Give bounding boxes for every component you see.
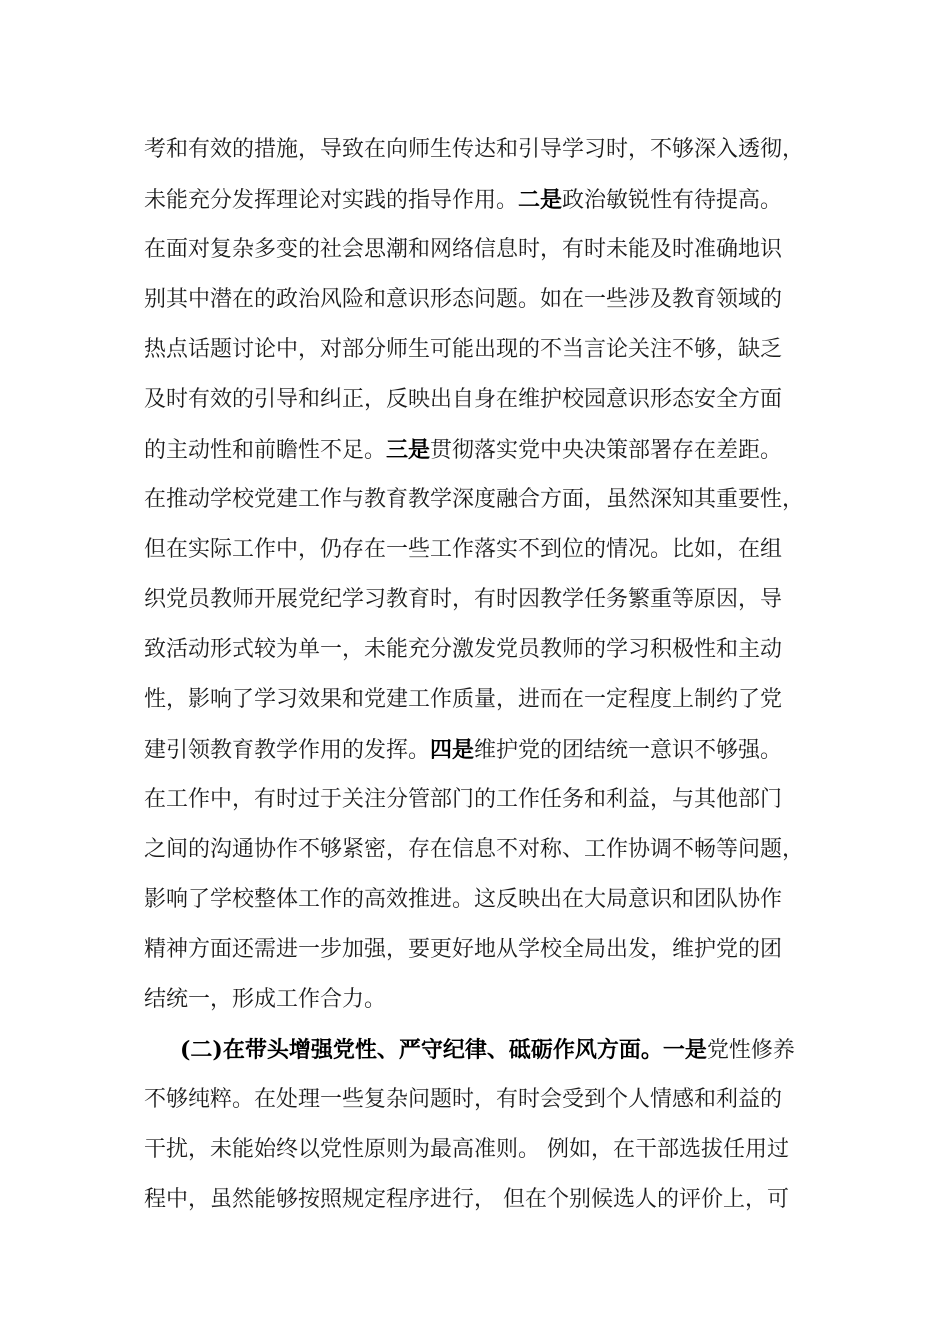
text-line xyxy=(144,435,782,465)
text-segment: 贯彻落实党中央决策部署存在差距。 xyxy=(430,438,783,463)
text-line xyxy=(144,885,782,915)
text-segment: 维护党的团结统一意识不够强。 xyxy=(474,738,783,763)
text-line xyxy=(144,635,782,665)
text-line xyxy=(144,835,804,865)
text-segment: 精神方面还需进一步加强，要更好地从学校全局出发，维护党的团 xyxy=(144,937,783,962)
text-segment: 别其中潜在的政治风险和意识形态问题。如在一些涉及教育领域的 xyxy=(144,287,783,312)
text-segment: 之间的沟通协作不够紧密，存在信息不对称、工作协调不畅等问题， xyxy=(144,837,805,862)
text-line xyxy=(144,1185,789,1215)
text-segment: 干扰，未能始终以党性原则为最高准则。 例如，在干部选拔任用过 xyxy=(144,1137,789,1162)
text-line xyxy=(144,585,782,615)
text-segment: 建引领教育教学作用的发挥。 xyxy=(144,738,431,763)
text-line xyxy=(144,1085,782,1115)
text-line xyxy=(144,535,782,565)
bold-marker: 四是 xyxy=(430,737,475,763)
text-segment: 及时有效的引导和纠正，反映出自身在维护校园意识形态安全方面 xyxy=(144,387,783,412)
bold-marker: 二是 xyxy=(518,187,563,213)
bold-marker: 一是 xyxy=(662,1037,707,1063)
text-line xyxy=(144,735,782,765)
bold-marker: 三是 xyxy=(386,437,431,463)
text-segment: 党性修养 xyxy=(706,1038,795,1063)
text-line xyxy=(144,185,782,215)
text-line xyxy=(144,135,804,165)
text-line xyxy=(144,235,782,265)
text-segment: 织党员教师开展党纪学习教育时，有时因教学任务繁重等原因，导 xyxy=(144,587,783,612)
section-heading-line xyxy=(180,1035,795,1065)
text-segment: 致活动形式较为单一，未能充分激发党员教师的学习积极性和主动 xyxy=(144,637,783,662)
text-segment: 在推动学校党建工作与教育教学深度融合方面，虽然深知其重要性， xyxy=(144,487,805,512)
text-line xyxy=(144,335,782,365)
text-line xyxy=(144,385,782,415)
section-heading: (二)在带头增强党性、严守纪律、砥砺作风方面。 xyxy=(180,1037,663,1063)
text-line xyxy=(144,485,804,515)
text-segment: 政治敏锐性有待提高。 xyxy=(562,188,783,213)
text-line xyxy=(144,985,386,1015)
text-segment: 性，影响了学习效果和党建工作质量，进而在一定程度上制约了党 xyxy=(144,687,783,712)
text-segment: 在工作中，有时过于关注分管部门的工作任务和利益，与其他部门 xyxy=(144,787,783,812)
text-segment: 在面对复杂多变的社会思潮和网络信息时，有时未能及时准确地识 xyxy=(144,237,783,262)
text-segment: 程中，虽然能够按照规定程序进行， 但在个别候选人的评价上，可 xyxy=(144,1187,789,1212)
text-line xyxy=(144,935,782,965)
text-line xyxy=(144,785,782,815)
text-segment: 但在实际工作中，仍存在一些工作落实不到位的情况。比如，在组 xyxy=(144,537,783,562)
text-segment: 不够纯粹。在处理一些复杂问题时，有时会受到个人情感和利益的 xyxy=(144,1087,783,1112)
text-line xyxy=(144,1135,789,1165)
text-line xyxy=(144,285,782,315)
text-segment: 考和有效的措施，导致在向师生传达和引导学习时，不够深入透彻， xyxy=(144,137,805,162)
text-segment: 影响了学校整体工作的高效推进。这反映出在大局意识和团队协作 xyxy=(144,887,783,912)
text-segment: 热点话题讨论中，对部分师生可能出现的不当言论关注不够，缺乏 xyxy=(144,337,783,362)
text-segment: 的主动性和前瞻性不足。 xyxy=(144,438,387,463)
text-segment: 结统一，形成工作合力。 xyxy=(144,987,387,1012)
text-line xyxy=(144,685,782,715)
text-segment: 未能充分发挥理论对实践的指导作用。 xyxy=(144,188,519,213)
